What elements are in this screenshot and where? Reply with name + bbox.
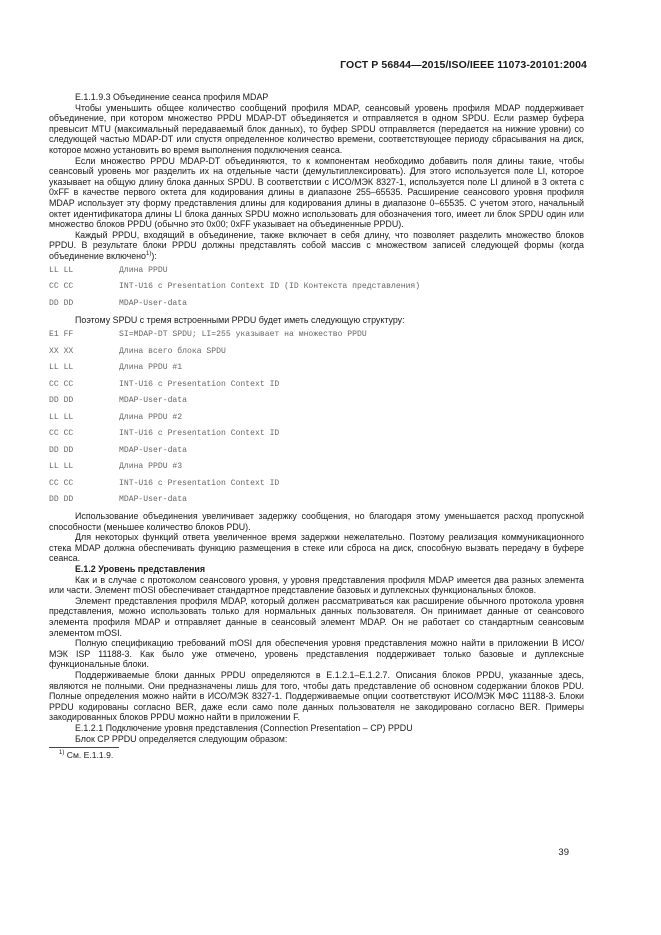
code-field: DD DD — [49, 298, 74, 308]
code-line — [49, 495, 584, 507]
paragraph: Чтобы уменьшить общее количество сообщений профиля MDAP, сеансовый уровень профиля MDAP поддерживает объединение, при котором множество PPDU MDAP-DT объединяется и отправляется в одном SPDU. Если размер буфера превысит MTU (максимальный передаваемый блок данных), то буфер SPDU отправляется (передается на нижние уровни) со следующей частью MDAP-DT или спустя определенное количество времени, соответствующее периоду сбрасывания на диск, которое можно установить во время выполнения подключения сеанса. — [49, 102, 584, 155]
code-block-ppdu-entry — [49, 266, 584, 311]
paragraph: Если множество PPDU MDAP-DT объединяются, то к компонентам необходимо добавить поля длины такие, чтобы сеансовый уровень мог разделить их на отдельные части (демультиплексировать). Для этого используется поле LI, которое указывает на общую длину блока данных SPDU. В соответствии с ИСО/МЭК 8327-1, используется поле LI длиной в 3 октета с 0xFF в качестве первого октета для кодирования длины в диапазоне 255–65535. Расширение сеансового уровня профиля MDAP использует эту форму представления длины для кодирования длины в диапазоне 0–65535. С учетом этого, начальный октет идентификатора длины LI блока данных SPDU можно использовать для обозначения того, имеет ли блок SPDU один или множество блоков PPDU (обычно это 0x00; 0xFF указывает на объединенные PPDU). — [49, 155, 584, 230]
code-line — [49, 462, 584, 474]
code-line — [49, 363, 584, 375]
code-line — [49, 412, 584, 424]
footnote-text: См. E.1.1.9. — [66, 750, 114, 761]
code-description: INT-U16 с Presentation Context ID (ID Контекста представления) — [119, 282, 421, 292]
document-body — [49, 92, 584, 761]
code-line — [49, 330, 584, 342]
code-line — [49, 478, 584, 490]
code-description: Длина всего блока SPDU — [119, 346, 226, 356]
code-line — [49, 346, 584, 358]
code-line — [49, 379, 584, 391]
code-field: DD DD — [49, 495, 74, 505]
code-field: CC CC — [49, 379, 74, 389]
paragraph: Для некоторых функций ответа увеличенное время задержки нежелательно. Поэтому реализация коммуникационного стека MDAP должна обеспечивать функцию размещения в стеке или сброса на диск, способную вызвать передачу в буфере сеанса. — [49, 532, 584, 564]
paragraph: Как и в случае с протоколом сеансового уровня, у уровня представления профиля MDAP имеется два разных элемента или части. Элемент mOSI обеспечивает стандартное представление базовых и дуплексных функциональных блоков. — [49, 574, 584, 596]
code-description: Длина PPDU #3 — [119, 462, 183, 472]
standard-header: ГОСТ Р 56844—2015/ISO/IEEE 11073-20101:2004 — [340, 59, 587, 71]
footnote-reference: 1) — [145, 250, 152, 257]
code-line — [49, 282, 584, 294]
code-description: MDAP-User-data — [119, 396, 187, 406]
code-field: E1 FF — [49, 330, 74, 340]
paragraph-text-end: ): — [151, 250, 157, 261]
paragraph: Использование объединения увеличивает задержку сообщения, но благодаря этому уменьшается расход пропускной способности (меньшее количество блоков PDU). — [49, 511, 584, 532]
code-description: INT-U16 с Presentation Context ID — [119, 379, 280, 389]
code-field: XX XX — [49, 346, 74, 356]
code-field: LL LL — [49, 363, 74, 373]
paragraph — [49, 230, 584, 262]
footnote-marker: 1) — [59, 750, 65, 757]
code-line — [49, 266, 584, 278]
code-field: LL LL — [49, 462, 74, 472]
code-description: MDAP-User-data — [119, 445, 187, 455]
paragraph-text: Каждый PPDU, входящий в объединение, также включает в себя длину, что позволяет разделить множество блоков PPDU. В результате блоки PPDU должны представлять собой массив с множеством записей следующей формы (когда объединение включено — [49, 229, 584, 261]
code-block-spdu-structure — [49, 330, 584, 507]
code-field: LL LL — [49, 265, 74, 275]
code-description: INT-U16 с Presentation Context ID — [119, 429, 280, 439]
subsection-heading-e121: E.1.2.1 Подключение уровня представления (Connection Presentation – CP) PPDU — [75, 722, 413, 733]
paragraph: Поэтому SPDU с тремя встроенными PPDU будет иметь следующую структуру: — [75, 315, 405, 325]
paragraph: Поддерживаемые блоки данных PPDU определяются в E.1.2.1–E.1.2.7. Описания блоков PPDU, указанные здесь, являются не полными. Они предназначены лишь для того, чтобы дать представление об основном содержании блоков PDU. Полные определения можно найти в ИСО/МЭК 8327-1. Поддерживаемые опции соответствуют ИСО/МЭК МФС 11188-3. Блоки PPDU кодированы согласно BER, даже если само поле данных пользователя не закодировано согласно BER. Примеры закодированных блоков PPDU можно найти в приложении F. — [49, 670, 584, 723]
code-field: CC CC — [49, 282, 74, 292]
code-field: DD DD — [49, 396, 74, 406]
code-field: CC CC — [49, 478, 74, 488]
code-description: SI=MDAP-DT SPDU; LI=255 указывает на множество PPDU — [119, 330, 367, 340]
code-field: DD DD — [49, 445, 74, 455]
code-field: LL LL — [49, 412, 74, 422]
code-description: Длина PPDU #2 — [119, 412, 183, 422]
code-description: MDAP-User-data — [119, 495, 187, 505]
footnote — [49, 750, 584, 761]
code-description: Длина PPDU — [119, 265, 168, 275]
section-heading-e1193: E.1.1.9.3 Объединение сеанса профиля MDAP — [75, 92, 269, 102]
code-line — [49, 299, 584, 311]
paragraph: Блок CP PPDU определяется следующим образом: — [75, 733, 288, 744]
code-field: CC CC — [49, 429, 74, 439]
code-line — [49, 445, 584, 457]
section-heading-e12: E.1.2 Уровень представления — [75, 564, 206, 575]
code-line — [49, 396, 584, 408]
paragraph: Элемент представления профиля MDAP, который должен рассматриваться как расширение обычного протокола уровня представления, можно использовать только для нормальных данных пользователя. Он принимает данные от сеансового элемента профиля MDAP и отправляет данные в сеансовый элемент MDAP. Он не работает со стандартным сеансовым элементом mOSI. — [49, 595, 584, 638]
code-description: INT-U16 с Presentation Context ID — [119, 478, 280, 488]
code-line — [49, 429, 584, 441]
code-description: Длина PPDU #1 — [119, 363, 183, 373]
paragraph: Полную спецификацию требований mOSI для обеспечения уровня представления можно найти в приложении В ИСО/МЭК ISP 11188-3. Как было уже отмечено, уровень представления поддерживает только базовые и дуплексные функциональные блоки. — [49, 638, 584, 670]
code-description: MDAP-User-data — [119, 298, 187, 308]
footnote-divider — [49, 747, 119, 748]
page-number: 39 — [558, 847, 569, 858]
